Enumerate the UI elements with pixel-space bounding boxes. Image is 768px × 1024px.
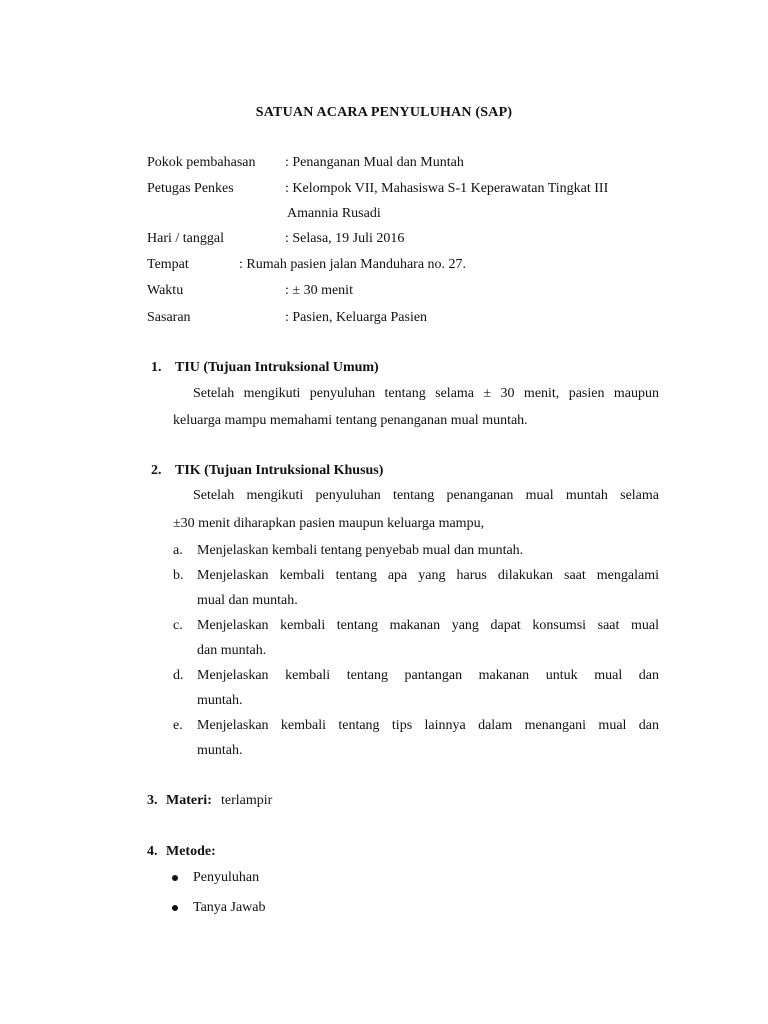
info-value-hari: : Selasa, 19 Juli 2016	[285, 231, 405, 246]
tik-item-text-cont: muntah.	[197, 743, 243, 758]
info-label-petugas: Petugas Penkes	[147, 181, 234, 196]
tiu-paragraph-line1: Setelah mengikuti penyuluhan tentang selama ± 30 menit, pasien maupun	[193, 386, 659, 401]
tik-item-letter: c.	[173, 618, 183, 633]
section-heading-materi: Materi:	[166, 793, 212, 808]
tik-paragraph-line2: ±30 menit diharapkan pasien maupun keluarga mampu,	[173, 516, 485, 531]
info-label-hari: Hari / tanggal	[147, 231, 224, 246]
tik-item-letter: d.	[173, 668, 184, 683]
tik-item-letter: a.	[173, 543, 183, 558]
section-number-tik: 2.	[151, 463, 162, 478]
tik-item-text: Menjelaskan kembali tentang apa yang harus dilakukan saat mengalami	[197, 568, 659, 583]
tik-item-text: Menjelaskan kembali tentang makanan yang dapat konsumsi saat mual	[197, 618, 659, 633]
section-heading-tik: TIK (Tujuan Intruksional Khusus)	[175, 463, 384, 478]
tik-paragraph-line1: Setelah mengikuti penyuluhan tentang penanganan mual muntah selama	[193, 488, 659, 503]
document-title: SATUAN ACARA PENYULUHAN (SAP)	[255, 105, 513, 120]
metode-item: Tanya Jawab	[193, 900, 266, 915]
tiu-paragraph-line2: keluarga mampu memahami tentang penanganan mual muntah.	[173, 413, 528, 428]
info-value-tempat: : Rumah pasien jalan Manduhara no. 27.	[239, 257, 467, 272]
bullet-icon	[172, 905, 178, 911]
info-value-petugas-name: Amannia Rusadi	[287, 206, 381, 221]
info-label-sasaran: Sasaran	[147, 310, 191, 325]
tik-item-text: Menjelaskan kembali tentang tips lainnya dalam menangani mual dan	[197, 718, 659, 733]
section-number-tiu: 1.	[151, 360, 162, 375]
section-heading-tiu: TIU (Tujuan Intruksional Umum)	[175, 360, 379, 375]
info-value-waktu: : ± 30 menit	[285, 283, 353, 298]
section-number-materi: 3.	[147, 793, 158, 808]
info-value-petugas: : Kelompok VII, Mahasiswa S-1 Keperawatan Tingkat III	[285, 181, 609, 196]
tik-item-letter: b.	[173, 568, 184, 583]
info-value-sasaran: : Pasien, Keluarga Pasien	[285, 310, 428, 325]
tik-item-text-cont: mual dan muntah.	[197, 593, 298, 608]
metode-item: Penyuluhan	[193, 870, 260, 885]
tik-item-letter: e.	[173, 718, 183, 733]
materi-text: terlampir	[221, 793, 273, 808]
bullet-icon	[172, 875, 178, 881]
tik-item-text: Menjelaskan kembali tentang pantangan makanan untuk mual dan	[197, 668, 659, 683]
tik-item-text: Menjelaskan kembali tentang penyebab mual dan muntah.	[197, 543, 524, 558]
tik-item-text-cont: dan muntah.	[197, 643, 267, 658]
info-label-waktu: Waktu	[147, 283, 184, 298]
section-number-metode: 4.	[147, 844, 158, 859]
info-value-pokok: : Penanganan Mual dan Muntah	[285, 155, 464, 170]
section-heading-metode: Metode:	[166, 844, 216, 859]
info-label-pokok: Pokok pembahasan	[147, 155, 256, 170]
tik-item-text-cont: muntah.	[197, 693, 243, 708]
info-label-tempat: Tempat	[147, 257, 189, 272]
